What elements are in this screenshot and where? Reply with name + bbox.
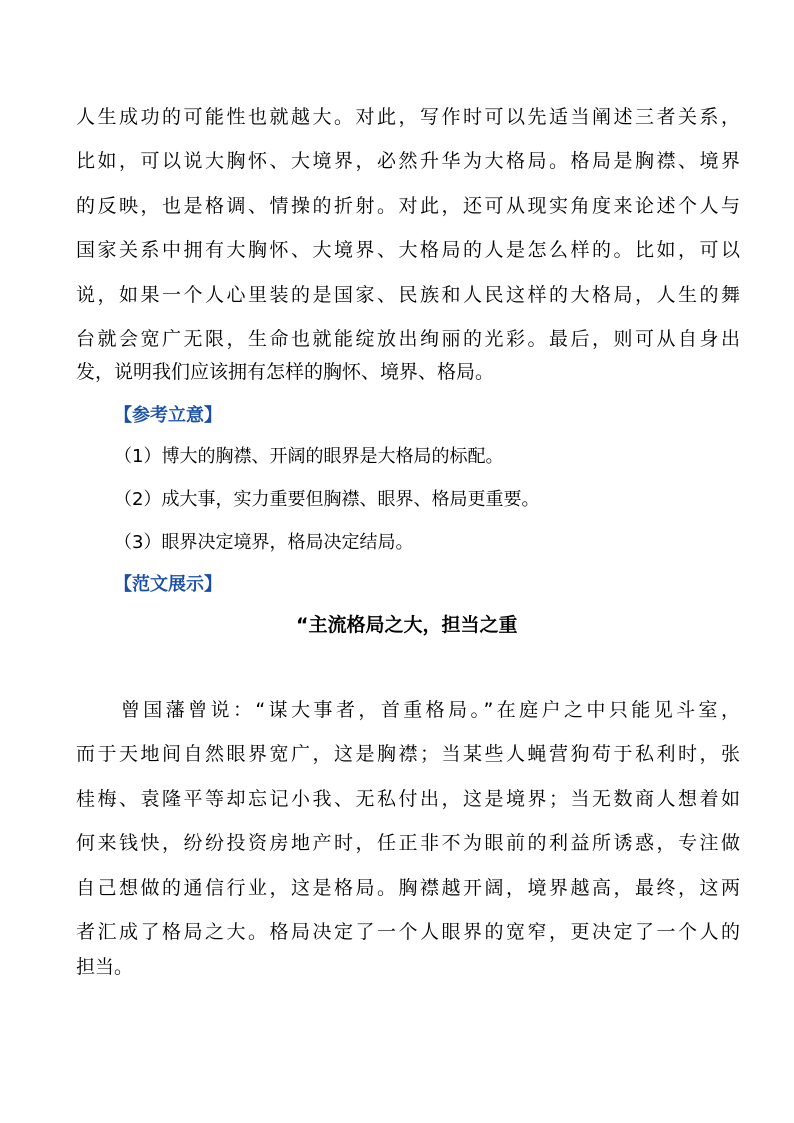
intro-line-3: 的反映，也是格调、情操的折射。对此，还可从现实角度来论述个人与 [76, 195, 740, 217]
intro-line-1: 人生成功的可能性也就越大。对此，写作时可以先适当阐述三者关系， [76, 106, 740, 128]
sample-heading: 【范文展示】 [114, 574, 222, 595]
reference-item-2: （2）成大事，实力重要但胸襟、眼界、格局更重要。 [114, 489, 540, 510]
essay-line-5: 自己想做的通信行业，这是格局。胸襟越开阔，境界越高，最终，这两 [76, 877, 740, 899]
reference-heading: 【参考立意】 [114, 405, 222, 426]
intro-line-6: 台就会宽广无限，生命也就能绽放出绚丽的光彩。最后，则可从自身出 [76, 328, 740, 350]
intro-line-5: 说，如果一个人心里装的是国家、民族和人民这样的大格局，人生的舞 [76, 284, 740, 306]
reference-item-1: （1）博大的胸襟、开阔的眼界是大格局的标配。 [114, 446, 504, 467]
intro-line-4: 国家关系中拥有大胸怀、大境界、大格局的人是怎么样的。比如，可以 [76, 239, 740, 261]
essay-line-3: 桂梅、袁隆平等却忘记小我、无私付出，这是境界；当无数商人想着如 [76, 788, 740, 810]
intro-line-2: 比如，可以说大胸怀、大境界，必然升华为大格局。格局是胸襟、境界 [76, 150, 740, 172]
reference-item-3: （3）眼界决定境界，格局决定结局。 [114, 532, 414, 553]
essay-line-1: 曾国藩曾说：“谋大事者，首重格局。”在庭户之中只能见斗室， [76, 699, 740, 721]
essay-line-4: 何来钱快，纷纷投资房地产时，任正非不为眼前的利益所诱惑，专注做 [76, 832, 740, 854]
essay-line-6: 者汇成了格局之大。格局决定了一个人眼界的宽窄，更决定了一个人的 [76, 921, 740, 943]
essay-title: “主流格局之大，担当之重 [296, 614, 518, 636]
essay-line-2: 而于天地间自然眼界宽广，这是胸襟；当某些人蝇营狗苟于私利时，张 [76, 743, 740, 765]
intro-line-7: 发，说明我们应该拥有怎样的胸怀、境界、格局。 [76, 361, 495, 383]
essay-line-7: 担当。 [76, 956, 134, 978]
